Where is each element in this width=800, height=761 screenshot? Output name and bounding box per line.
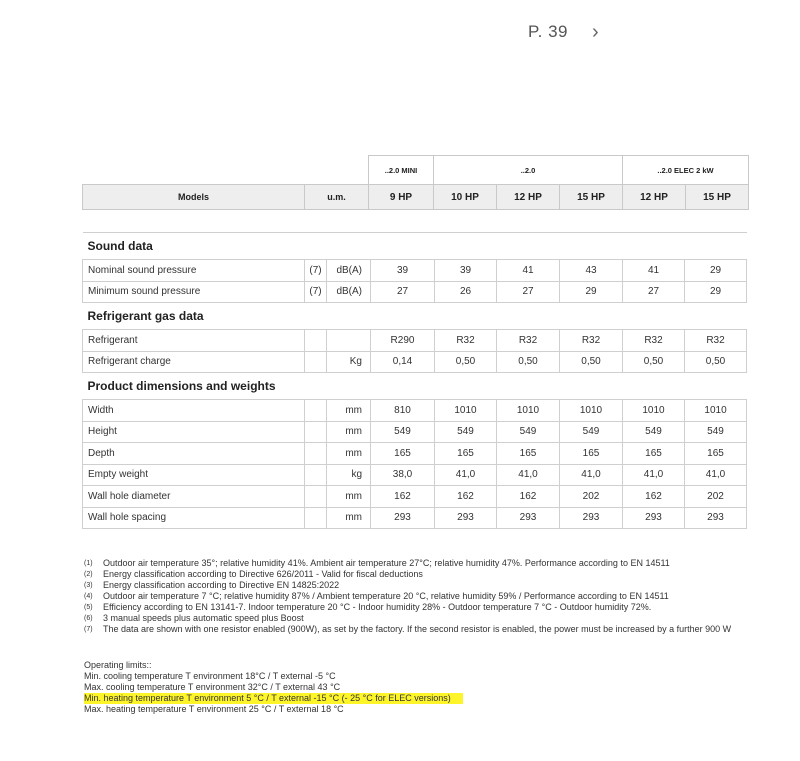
row-label: Wall hole diameter	[83, 486, 305, 508]
header-blank	[83, 156, 305, 185]
model-elec-15hp: 15 HP	[686, 185, 749, 210]
value-cell: 549	[435, 421, 497, 443]
row-note	[305, 443, 327, 465]
limit-line: Max. heating temperature T environment 25 °C / T external 18 °C	[84, 704, 344, 714]
footnotes	[84, 558, 744, 635]
value-cell: 41,0	[623, 464, 685, 486]
table-row	[83, 443, 747, 465]
table-row	[83, 281, 747, 303]
model-15hp: 15 HP	[560, 185, 623, 210]
table-row	[83, 464, 747, 486]
value-cell: 1010	[435, 400, 497, 422]
value-cell: 549	[371, 421, 435, 443]
row-unit: mm	[327, 421, 371, 443]
footnote-text: 3 manual speeds plus automatic speed plus Boost	[103, 613, 304, 623]
value-cell: 26	[435, 281, 497, 303]
section-title: Product dimensions and weights	[83, 373, 747, 400]
value-cell: 293	[435, 507, 497, 529]
row-unit: mm	[327, 486, 371, 508]
value-cell: 0,14	[371, 351, 435, 373]
value-cell: 0,50	[560, 351, 623, 373]
row-unit: kg	[327, 464, 371, 486]
table-row	[83, 507, 747, 529]
value-cell: 43	[560, 260, 623, 282]
row-label: Height	[83, 421, 305, 443]
row-label: Nominal sound pressure	[83, 260, 305, 282]
table-row	[83, 421, 747, 443]
row-label: Empty weight	[83, 464, 305, 486]
footnote	[84, 624, 744, 635]
row-unit: mm	[327, 400, 371, 422]
section-title: Refrigerant gas data	[83, 303, 747, 330]
value-cell: 549	[685, 421, 747, 443]
limit-line: Max. cooling temperature T environment 32°C / T external 43 °C	[84, 682, 341, 692]
footnote	[84, 602, 744, 613]
row-note: (7)	[305, 260, 327, 282]
footnote-text: Outdoor air temperature 7 °C; relative humidity 87% / Ambient temperature 20 °C, relative humidity 59% / Performance according to EN 14511	[103, 591, 669, 601]
row-unit: mm	[327, 443, 371, 465]
footnote-number: (3)	[84, 582, 93, 589]
value-cell: 202	[560, 486, 623, 508]
footnote-text: Efficiency according to EN 13141-7. Indoor temperature 20 °C - Indoor humidity 28% - Outdoor temperature 7 °C - Outdoor humidity 72%.	[103, 602, 652, 612]
footnote-number: (7)	[84, 626, 93, 633]
row-note	[305, 486, 327, 508]
value-cell: 27	[497, 281, 560, 303]
footnote-number: (2)	[84, 571, 93, 578]
footnote-number: (4)	[84, 593, 93, 600]
value-cell: 293	[371, 507, 435, 529]
value-cell: R32	[497, 330, 560, 352]
models-header-table	[82, 155, 749, 210]
chevron-right-icon[interactable]: ›	[592, 21, 600, 43]
footnote	[84, 613, 744, 624]
row-note	[305, 351, 327, 373]
value-cell: 27	[623, 281, 685, 303]
value-cell: 1010	[497, 400, 560, 422]
value-cell: 162	[435, 486, 497, 508]
value-cell: 162	[623, 486, 685, 508]
value-cell: 0,50	[497, 351, 560, 373]
footnote	[84, 558, 744, 569]
value-cell: 165	[623, 443, 685, 465]
value-cell: R32	[435, 330, 497, 352]
row-label: Wall hole spacing	[83, 507, 305, 529]
value-cell: R32	[685, 330, 747, 352]
value-cell: 165	[497, 443, 560, 465]
value-cell: 202	[685, 486, 747, 508]
footnote-number: (6)	[84, 615, 93, 622]
page-number: P. 39	[528, 22, 569, 41]
group-mini: ..2.0 MINI	[369, 156, 434, 185]
value-cell: 1010	[560, 400, 623, 422]
models-label: Models	[83, 185, 305, 210]
row-unit: dB(A)	[327, 281, 371, 303]
table-row	[83, 486, 747, 508]
value-cell: 29	[560, 281, 623, 303]
value-cell: 0,50	[685, 351, 747, 373]
footnote	[84, 569, 744, 580]
value-cell: 549	[623, 421, 685, 443]
table-row	[83, 260, 747, 282]
value-cell: 41,0	[497, 464, 560, 486]
model-9hp: 9 HP	[369, 185, 434, 210]
operating-limits-title: Operating limits::	[84, 660, 152, 670]
row-label: Refrigerant charge	[83, 351, 305, 373]
footnote-number: (1)	[84, 560, 93, 567]
value-cell: 1010	[623, 400, 685, 422]
value-cell: 549	[560, 421, 623, 443]
row-note: (7)	[305, 281, 327, 303]
model-12hp: 12 HP	[497, 185, 560, 210]
value-cell: 549	[497, 421, 560, 443]
row-note	[305, 421, 327, 443]
row-note	[305, 464, 327, 486]
footnote	[84, 591, 744, 602]
value-cell: 41	[497, 260, 560, 282]
row-label: Width	[83, 400, 305, 422]
value-cell: R32	[623, 330, 685, 352]
row-unit: dB(A)	[327, 260, 371, 282]
value-cell: 0,50	[623, 351, 685, 373]
page-indicator	[528, 21, 600, 43]
value-cell: 41,0	[685, 464, 747, 486]
footnote-text: Energy classification according to Directive EN 14825:2022	[103, 580, 340, 590]
value-cell: 41	[623, 260, 685, 282]
group-elec: ..2.0 ELEC 2 kW	[623, 156, 749, 185]
footnote-text: Outdoor air temperature 35°; relative humidity 41%. Ambient air temperature 27°C; relative humidity 47%. Performance according to EN 14511	[103, 558, 670, 568]
value-cell: 27	[371, 281, 435, 303]
value-cell: 293	[623, 507, 685, 529]
operating-limits	[84, 660, 463, 715]
table-row	[83, 351, 747, 373]
value-cell: 29	[685, 260, 747, 282]
value-cell: 39	[371, 260, 435, 282]
value-cell: 165	[435, 443, 497, 465]
table-row	[83, 330, 747, 352]
row-label: Minimum sound pressure	[83, 281, 305, 303]
table-row	[83, 400, 747, 422]
value-cell: 41,0	[560, 464, 623, 486]
value-cell: 29	[685, 281, 747, 303]
value-cell: 162	[497, 486, 560, 508]
footnote-text: Energy classification according to Directive 626/2011 - Valid for fiscal deductions	[103, 569, 423, 579]
value-cell: 39	[435, 260, 497, 282]
value-cell: 38,0	[371, 464, 435, 486]
limit-line-highlighted: Min. heating temperature T environment 5 °C / T external -15 °C (- 25 °C for ELEC versions)	[84, 693, 463, 704]
row-label: Refrigerant	[83, 330, 305, 352]
row-unit: mm	[327, 507, 371, 529]
value-cell: 293	[497, 507, 560, 529]
model-elec-12hp: 12 HP	[623, 185, 686, 210]
value-cell: 1010	[685, 400, 747, 422]
row-unit: Kg	[327, 351, 371, 373]
value-cell: 41,0	[435, 464, 497, 486]
row-unit	[327, 330, 371, 352]
header-blank	[305, 156, 369, 185]
row-note	[305, 507, 327, 529]
row-note	[305, 330, 327, 352]
value-cell: R32	[560, 330, 623, 352]
model-10hp: 10 HP	[434, 185, 497, 210]
footnote-text: The data are shown with one resistor enabled (900W), as set by the factory. If the second resistor is enabled, the power must be increased by a further 900 W	[103, 624, 732, 634]
value-cell: 293	[560, 507, 623, 529]
value-cell: 165	[560, 443, 623, 465]
value-cell: 293	[685, 507, 747, 529]
footnote	[84, 580, 744, 591]
value-cell: 810	[371, 400, 435, 422]
value-cell: 165	[685, 443, 747, 465]
um-label: u.m.	[305, 185, 369, 210]
value-cell: 165	[371, 443, 435, 465]
row-note	[305, 400, 327, 422]
specs-table	[82, 232, 747, 529]
section-title: Sound data	[83, 233, 747, 260]
value-cell: 162	[371, 486, 435, 508]
footnote-number: (5)	[84, 604, 93, 611]
row-label: Depth	[83, 443, 305, 465]
value-cell: 0,50	[435, 351, 497, 373]
group-standard: ..2.0	[434, 156, 623, 185]
limit-line: Min. cooling temperature T environment 18°C / T external -5 °C	[84, 671, 336, 681]
value-cell: R290	[371, 330, 435, 352]
